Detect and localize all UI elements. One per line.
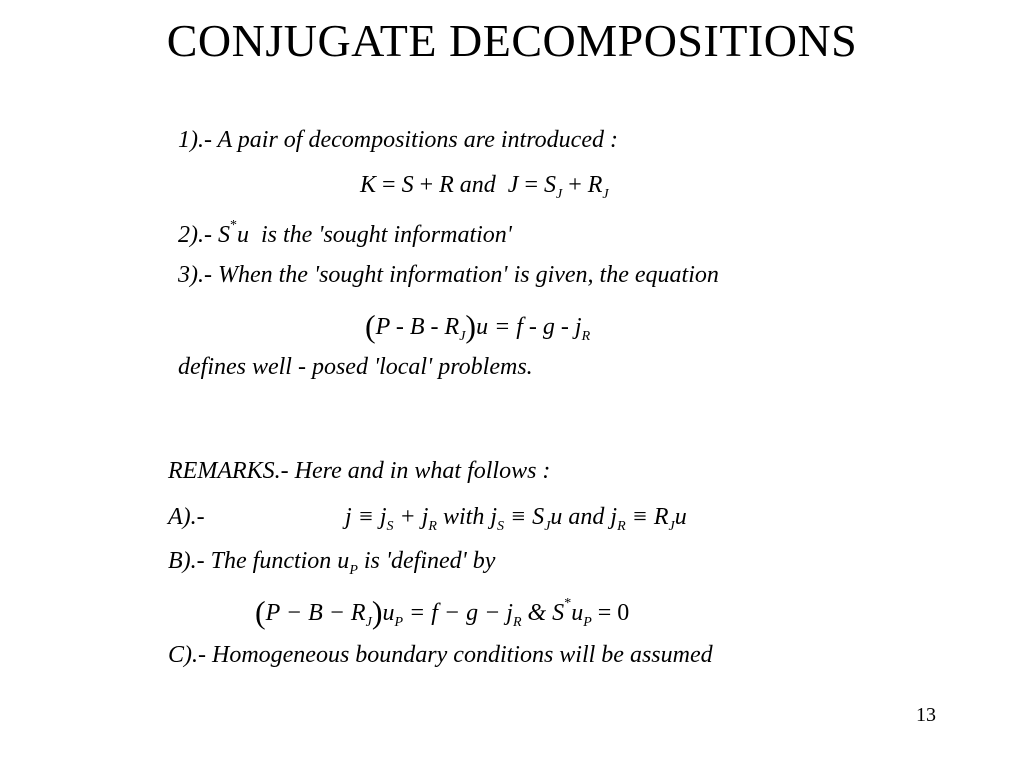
page-number: 13 xyxy=(916,704,936,726)
item-4-text: defines well - posed 'local' problems. xyxy=(178,354,533,380)
item-3-text: 3).- When the 'sought information' is given, the equation xyxy=(178,262,719,288)
slide-title: CONJUGATE DECOMPOSITIONS xyxy=(166,15,858,66)
remark-a-label: A).- xyxy=(168,504,205,530)
equation-1: K = S + R and $J = S_J + R_J$ xyxy=(360,172,609,202)
remark-b-text: B).- The function $u_P$ is 'defined' by xyxy=(168,548,496,578)
equation-3: $(P - B - R_J)u_P = f - g - j_R$ & $S^*u_P = 0$ xyxy=(255,594,630,630)
equation-2: $(P - B - R_J)u = f - g - j_R$ xyxy=(365,308,591,344)
item-2-text: 2).- S*u is the 'sought information' xyxy=(178,218,512,248)
remark-a-equation: $j \equiv j_S + j_R$ with $j_S \equiv S_Ju$ and $j_R \equiv R_Ju$ xyxy=(345,504,687,534)
remarks-heading: REMARKS.- Here and in what follows : xyxy=(168,458,551,484)
item-1-text: 1).- A pair of decompositions are introduced : xyxy=(178,127,618,153)
remark-c-text: C).- Homogeneous boundary conditions will be assumed xyxy=(168,642,713,668)
